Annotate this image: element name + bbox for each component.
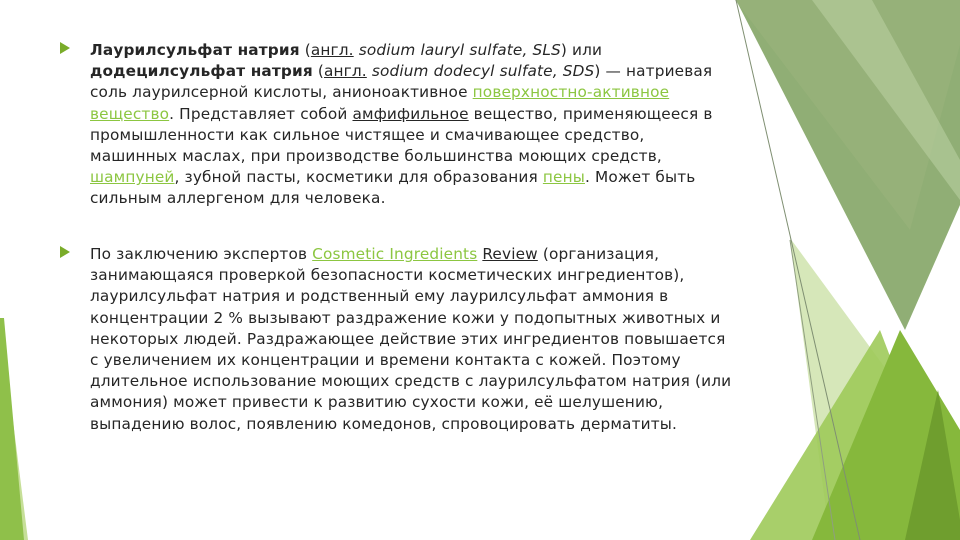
link-shampoo[interactable]: шампуней: [90, 168, 175, 187]
term-sodium-dodecyl-sulfate: додецилсульфат натрия: [90, 62, 313, 81]
link-surfactant[interactable]: поверхностно-активное вещество: [90, 83, 670, 123]
allergen-text: . Может быть сильным аллергеном для человека.: [90, 168, 696, 208]
bullet-arrow-icon: [60, 246, 70, 258]
definition-text: ) — натриевая соль лаурилсерной кислоты, анионоактивное: [90, 62, 713, 102]
english-name-1: sodium lauryl sulfate, SLS: [353, 41, 561, 59]
paragraph-1-text: [90, 40, 736, 210]
link-lang-english-1[interactable]: англ.: [310, 41, 354, 59]
bullet-arrow-icon: [60, 42, 70, 54]
term-sodium-lauryl-sulfate: Лаурилсульфат натрия: [90, 41, 300, 59]
expert-body-text: (организация, занимающаяся проверкой безопасности косметических ингредиентов), лаурилсульфат натрия и родственный ему лаурилсульфат аммония в концентрации 2 % вызывают раздражение кожи у подопытных животных и некоторых людей. Раздражающее действие этих ингредиентов повышается с увеличением их концентрации и времени контакта с кожей. Поэтому длительное использование моющих средств с лаурилсульфатом натрия (или аммония) может привести к развитию сухости кожи, её шелушению, выпадению волос, появлению комедонов, спровоцировать дерматиты.: [90, 245, 732, 433]
intro-text: По заключению экспертов: [90, 245, 313, 263]
link-amphiphilic[interactable]: амфифильное: [352, 104, 469, 123]
paren-open: (: [299, 41, 311, 59]
paren-open: (: [312, 62, 324, 81]
paragraph-sls-definition: [60, 40, 736, 210]
deco-left-shard: [0, 318, 24, 540]
or-word: или: [567, 41, 603, 59]
paragraph-expert-review: [60, 244, 736, 435]
link-cosmetic-ingredients[interactable]: Cosmetic Ingredients: [312, 245, 478, 263]
link-foam[interactable]: пены: [542, 168, 585, 187]
english-name-2: sodium dodecyl sulfate, SDS: [366, 62, 595, 81]
toothpaste-text: , зубной пасты, косметики для образования: [174, 168, 543, 187]
link-lang-english-2[interactable]: англ.: [324, 62, 367, 81]
usage-text: вещество, применяющееся в промышленности как сильное чистящее и смачивающее средство, машинных маслах, при производстве большинства моющих средств,: [90, 104, 713, 166]
represents-text: . Представляет собой: [169, 104, 353, 123]
link-review[interactable]: Review: [482, 245, 538, 263]
paragraph-2-text: [90, 244, 736, 435]
paren-close: ): [560, 41, 567, 59]
